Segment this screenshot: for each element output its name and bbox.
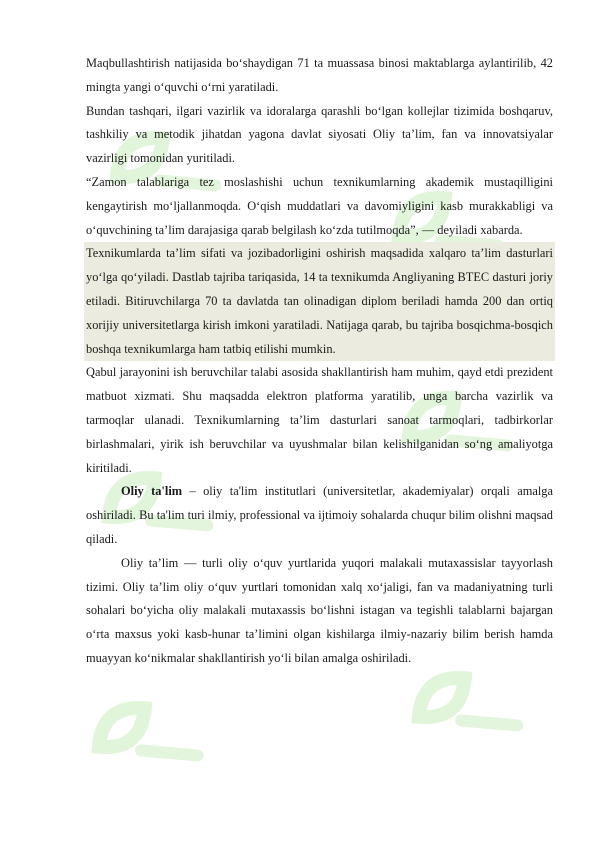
definition-term: Oliy ta'lim: [121, 484, 183, 499]
paragraph-1: Maqbullashtirish natijasida bo‘shaydigan 71 ta muassasa binosi maktablarga aylantirilib, 42 mingta yangi o‘quvchi o‘rni yaratiladi.: [86, 56, 553, 94]
paragraph-6-definition: [86, 480, 553, 551]
paragraph-5: Qabul jarayonini ish beruvchilar talabi asosida shakllantirish ham muhim, qayd etdi prezident matbuot xizmati. Shu maqsadda elektron platforma yaratilib, unga barcha vazirlik va tarmoqlar ulanadi. Texnikumlarning ta’lim dasturlari sanoat tarmoqlari, tadbirkorlar birlashmalari, yirik ish beruvchilar va uyushmalar bilan kelishilganidan so‘ng amaliyotga kiritiladi.: [86, 365, 553, 475]
paragraph-2: Bundan tashqari, ilgari vazirlik va idoralarga qarashli bo‘lgan kollejlar tizimida boshqaruv, tashkiliy va metodik jihatdan yagona davlat siyosati Oliy ta’lim, fan va innovatsiyalar vazirligi tomonidan yuritiladi.: [86, 103, 553, 166]
definition-text: – oliy ta'lim institutlari (universitetlar, akademiyalar) orqali amalga oshiriladi. Bu ta'lim turi ilmiy, professional va ijtimoiy sohalarda chuqur bilim olishni maqsad qiladi.: [86, 484, 553, 546]
paragraph-7: Oliy ta’lim — turli oliy o‘quv yurtlarida yuqori malakali mutaxassislar tayyorlash tizimi. Oliy ta’lim oliy o‘quv yurtlari tomonidan xalq xo‘jaligi, fan va madaniyatning turli sohalari bo‘yicha oliy malakali mutaxassis bo‘lishni istagan va tegishli talablarni bajargan o‘rta maxsus yoki kasb-hunar ta’limini olgan kishilarga ilmiy-nazariy bilim berish hamda muayyan ko‘nikmalar shakllantirish yo‘li bilan amalga oshiriladi.: [86, 555, 553, 665]
paragraph-4-highlighted: Texnikumlarda ta’lim sifati va jozibadorligini oshirish maqsadida xalqaro ta’lim dasturlari yo‘lga qo‘yiladi. Dastlab tajriba tariqasida, 14 ta texnikumda Angliyaning BTEC dasturi joriy etiladi. Bitiruvchilarga 70 ta davlatda tan olinadigan diplom beriladi hamda 200 dan ortiq xorijiy universitetlarga kirish imkoni yaratiladi. Natijaga qarab, bu tajriba bosqichma-bosqich boshqa texnikumlarga ham tatbiq etilishi mumkin.: [84, 242, 555, 361]
document-body: [86, 52, 553, 671]
paragraph-3: “Zamon talablariga tez moslashishi uchun texnikumlarning akademik mustaqilligini kengaytirish mo‘ljallanmoqda. O‘qish muddatlari va davomiyligini kasb murakkabligi va o‘quvchining ta’lim darajasiga qarab belgilash ko‘zda tutilmoqda”, — deyiladi xabarda.: [86, 174, 553, 237]
